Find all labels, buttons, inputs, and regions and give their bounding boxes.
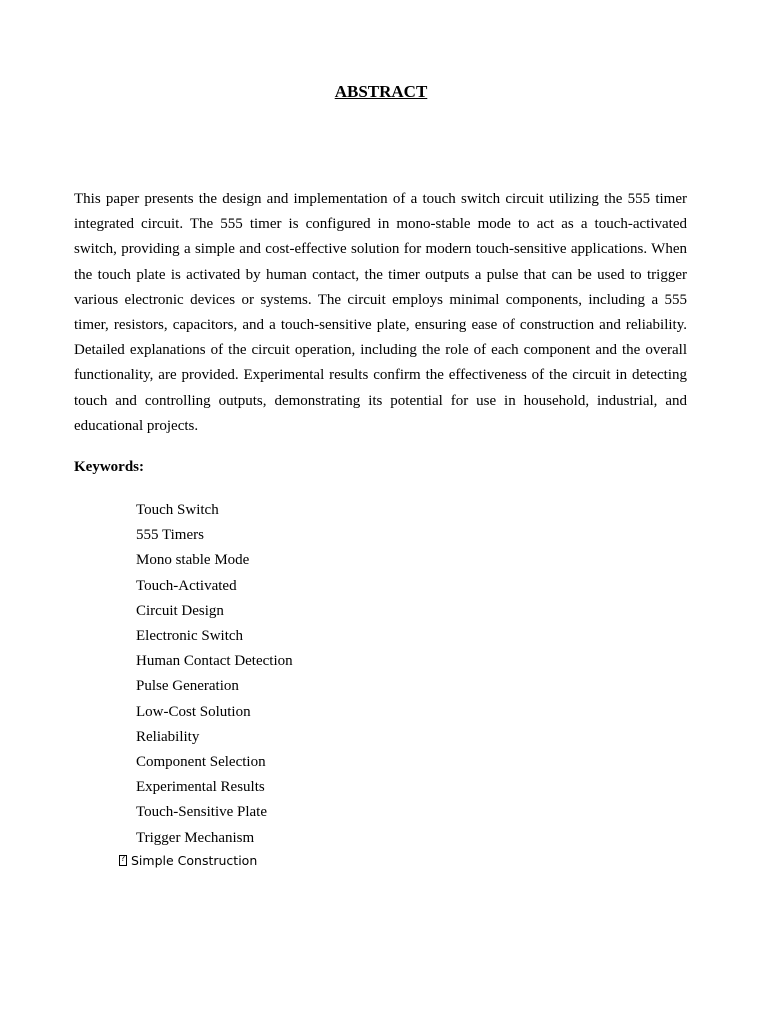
keyword-item: Electronic Switch	[136, 628, 244, 645]
keyword-item: Circuit Design	[136, 602, 224, 619]
keyword-item: Trigger Mechanism	[136, 829, 255, 846]
keyword-item-last	[119, 852, 257, 870]
keyword-item: Reliability	[136, 728, 200, 745]
keyword-item: Touch Switch	[136, 502, 219, 518]
keywords-list	[136, 498, 293, 851]
keywords-heading: Keywords:	[74, 459, 144, 475]
page-title: ABSTRACT	[334, 82, 428, 101]
keyword-item-label: Simple Construction	[131, 853, 258, 868]
keyword-item: Touch-Sensitive Plate	[136, 804, 268, 821]
keyword-item: Mono stable Mode	[136, 552, 250, 569]
keyword-item: Low-Cost Solution	[136, 703, 251, 720]
missing-glyph-icon	[119, 855, 127, 866]
keyword-item: Component Selection	[136, 754, 266, 771]
keyword-item: 555 Timers	[136, 527, 204, 544]
keyword-item: Touch-Activated	[136, 577, 237, 594]
keyword-item: Pulse Generation	[136, 678, 239, 695]
keyword-item: Experimental Results	[136, 779, 265, 796]
keyword-item: Human Contact Detection	[136, 653, 293, 670]
abstract-paragraph: This paper presents the design and implementation of a touch switch circuit utilizing the 555 timer integrated circuit. The 555 timer is configured in mono-stable mode to act as a touch-activated switch, providing a simple and cost-effective solution for modern touch-sensitive applications. When the touch plate is activated by human contact, the timer outputs a pulse that can be used to trigger various electronic devices or systems. The circuit employs minimal components, including a 555 timer, resistors, capacitors, and a touch-sensitive plate, ensuring ease of construction and reliability. Detailed explanations of the circuit operation, including the role of each component and the overall functionality, are provided. Experimental results confirm the effectiveness of the circuit in detecting touch and controlling outputs, demonstrating its potential for use in household, industrial, and educational projects.	[74, 191, 687, 434]
